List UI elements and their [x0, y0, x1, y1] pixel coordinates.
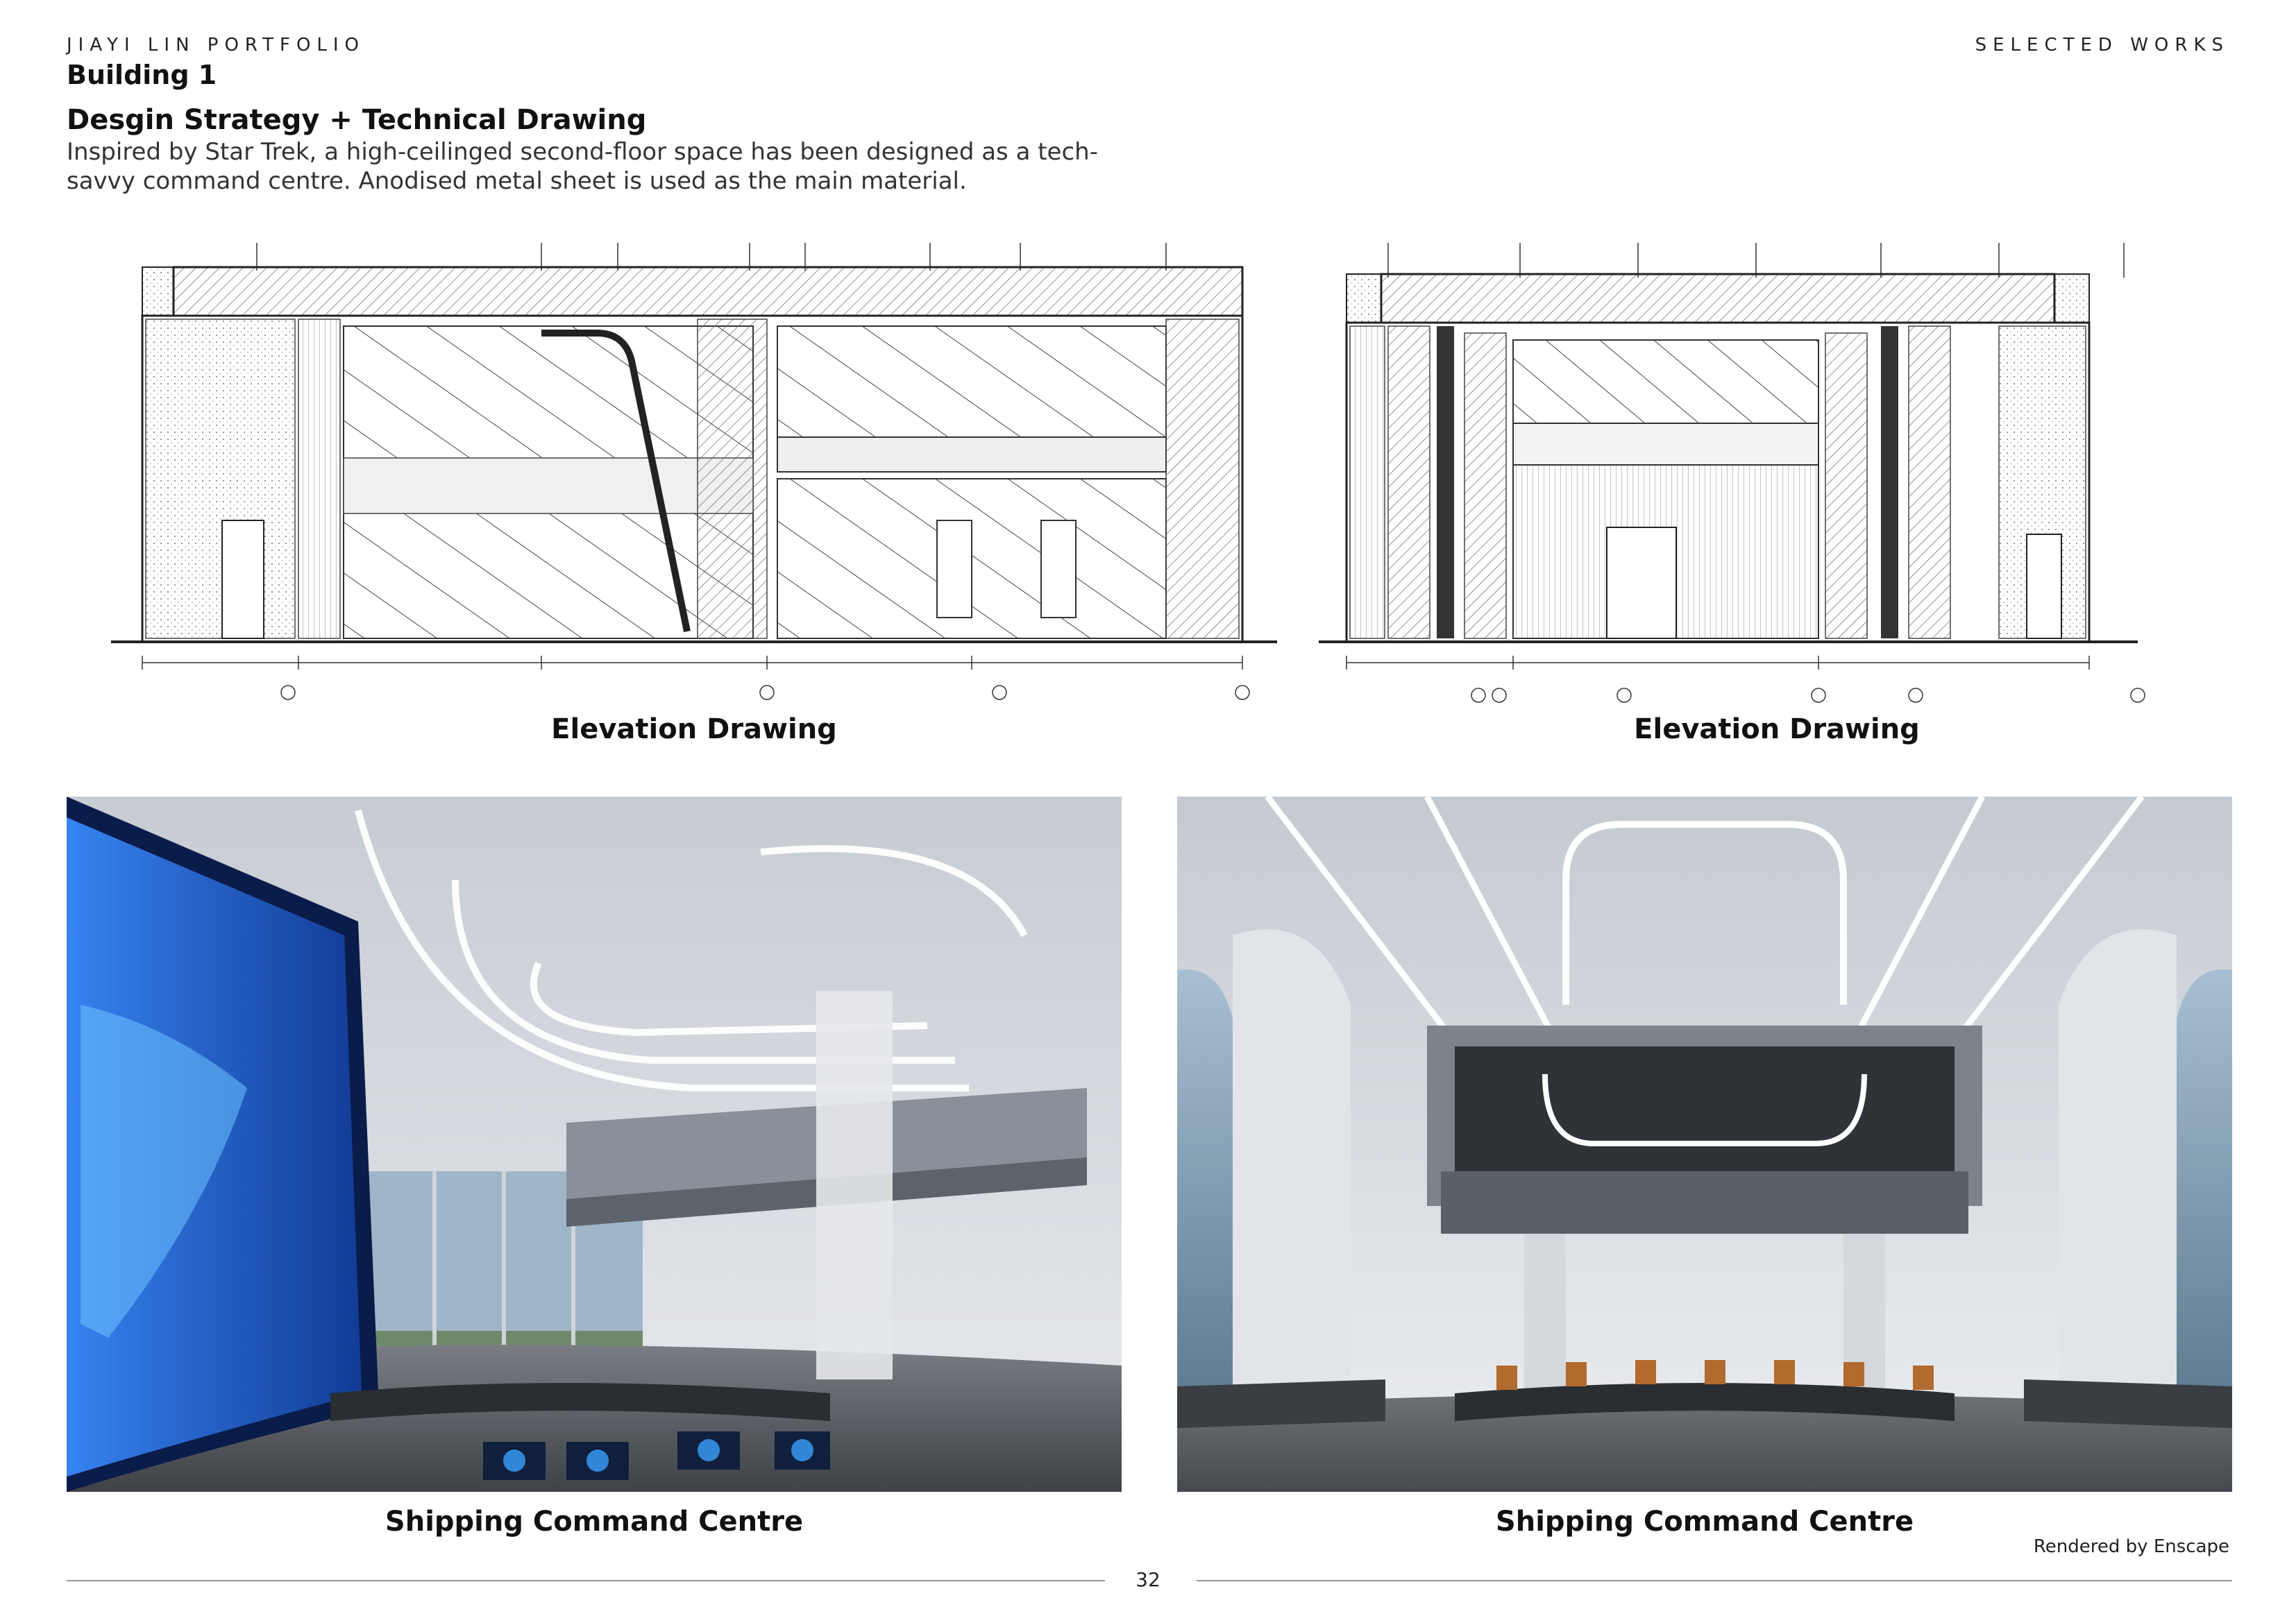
project-subtitle: Desgin Strategy + Technical Drawing — [67, 104, 647, 136]
portfolio-label: JIAYI LIN PORTFOLIO — [67, 35, 366, 56]
render-image-2 — [1177, 797, 2232, 1492]
render-credit: Rendered by Enscape — [2033, 1536, 2229, 1557]
drawing-caption-2: Elevation Drawing — [1634, 713, 1920, 745]
elevation-drawing-2 — [1305, 229, 2166, 715]
section-label: SELECTED WORKS — [1975, 35, 2229, 56]
project-description: Inspired by Star Trek, a high-ceilinged second-floor space has been designed as a tech-savvy command centre. Anodised metal sheet is used as the main material. — [67, 138, 1098, 195]
footer-rule-right — [1197, 1580, 2232, 1581]
page-number: 32 — [1136, 1568, 1160, 1591]
render-image-1 — [67, 797, 1122, 1492]
drawing-caption-1: Elevation Drawing — [551, 713, 837, 745]
footer-rule-left — [67, 1580, 1105, 1581]
render-caption-2: Shipping Command Centre — [1495, 1506, 1914, 1538]
project-title: Building 1 — [67, 60, 217, 90]
render-caption-1: Shipping Command Centre — [385, 1506, 804, 1538]
elevation-drawing-1 — [69, 229, 1291, 715]
